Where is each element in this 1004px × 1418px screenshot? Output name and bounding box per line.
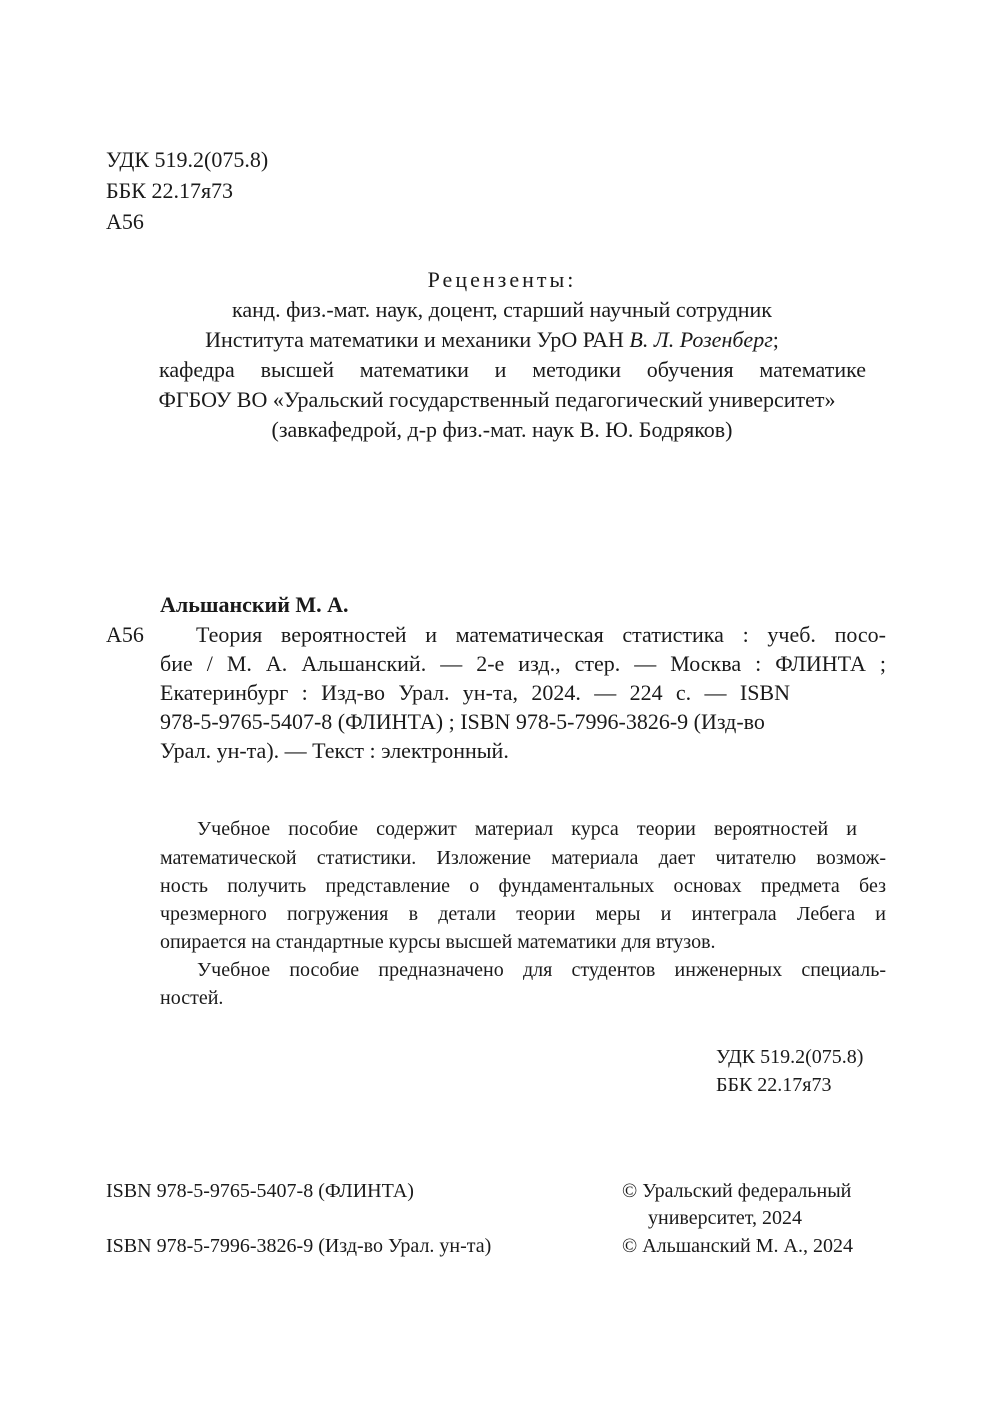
abstract-line: ностей. — [160, 987, 224, 1009]
reviewer-1-institution — [0, 327, 984, 353]
copyright-university: © Уральский федеральный — [622, 1180, 852, 1202]
bib-line: бие / М. А. Альшанский. — 2-е изд., стер. — Москва : ФЛИНТА ; — [160, 651, 886, 676]
isbn-flinta: ISBN 978-5-9765-5407-8 (ФЛИНТА) — [106, 1180, 414, 1202]
bbk-code: ББК 22.17я73 — [106, 178, 234, 203]
abstract-line: Учебное пособие содержит материал курса теории вероятностей и — [197, 818, 857, 840]
abstract-line: опирается на стандартные курсы высшей математики для втузов. — [160, 931, 716, 953]
reviewer-2-head: (завкафедрой, д-р физ.-мат. наук В. Ю. Бодряков) — [271, 417, 733, 442]
bib-line: Теория вероятностей и математическая статистика : учеб. посо- — [196, 622, 886, 647]
bib-line: Урал. ун-та). — Текст : электронный. — [160, 738, 509, 763]
reviewer-2-department: кафедра высшей математики и методики обучения математике — [159, 357, 866, 382]
bbk-code-bottom: ББК 22.17я73 — [716, 1074, 832, 1096]
reviewer-1-title: канд. физ.-мат. наук, доцент, старший научный сотрудник — [232, 297, 772, 322]
reviewer-1-institution-text: Института математики и механики УрО РАН — [205, 327, 630, 352]
isbn-ural: ISBN 978-5-7996-3826-9 (Изд-во Урал. ун-та) — [106, 1235, 492, 1257]
reviewer-2-university: ФГБОУ ВО «Уральский государственный педагогический университет» — [158, 387, 836, 412]
bib-code: А56 — [106, 622, 144, 647]
abstract-line: чрезмерного погружения в детали теории меры и интеграла Лебега и — [160, 903, 886, 925]
author-mark: А56 — [106, 209, 144, 234]
copyright-university-year: университет, 2024 — [648, 1207, 803, 1229]
reviewers-heading: Рецензенты: — [427, 267, 577, 292]
reviewer-1-separator: ; — [772, 327, 779, 352]
reviewer-1-name: В. Л. Розенберг — [629, 327, 773, 352]
abstract-line: ность получить представление о фундаментальных основах предмета без — [160, 875, 886, 897]
abstract-line: математической статистики. Изложение материала дает читателю возмож- — [160, 847, 886, 869]
abstract-line: Учебное пособие предназначено для студентов инженерных специаль- — [197, 959, 886, 981]
copyright-author: © Альшанский М. А., 2024 — [622, 1235, 853, 1257]
udk-code-bottom: УДК 519.2(075.8) — [716, 1046, 864, 1068]
udk-code: УДК 519.2(075.8) — [106, 147, 269, 172]
bib-author: Альшанский М. А. — [160, 592, 349, 617]
bib-line: 978-5-9765-5407-8 (ФЛИНТА) ; ISBN 978-5-7996-3826-9 (Изд-во — [160, 709, 765, 734]
bib-line: Екатеринбург : Изд-во Урал. ун-та, 2024. — 224 с. — ISBN — [160, 680, 790, 705]
